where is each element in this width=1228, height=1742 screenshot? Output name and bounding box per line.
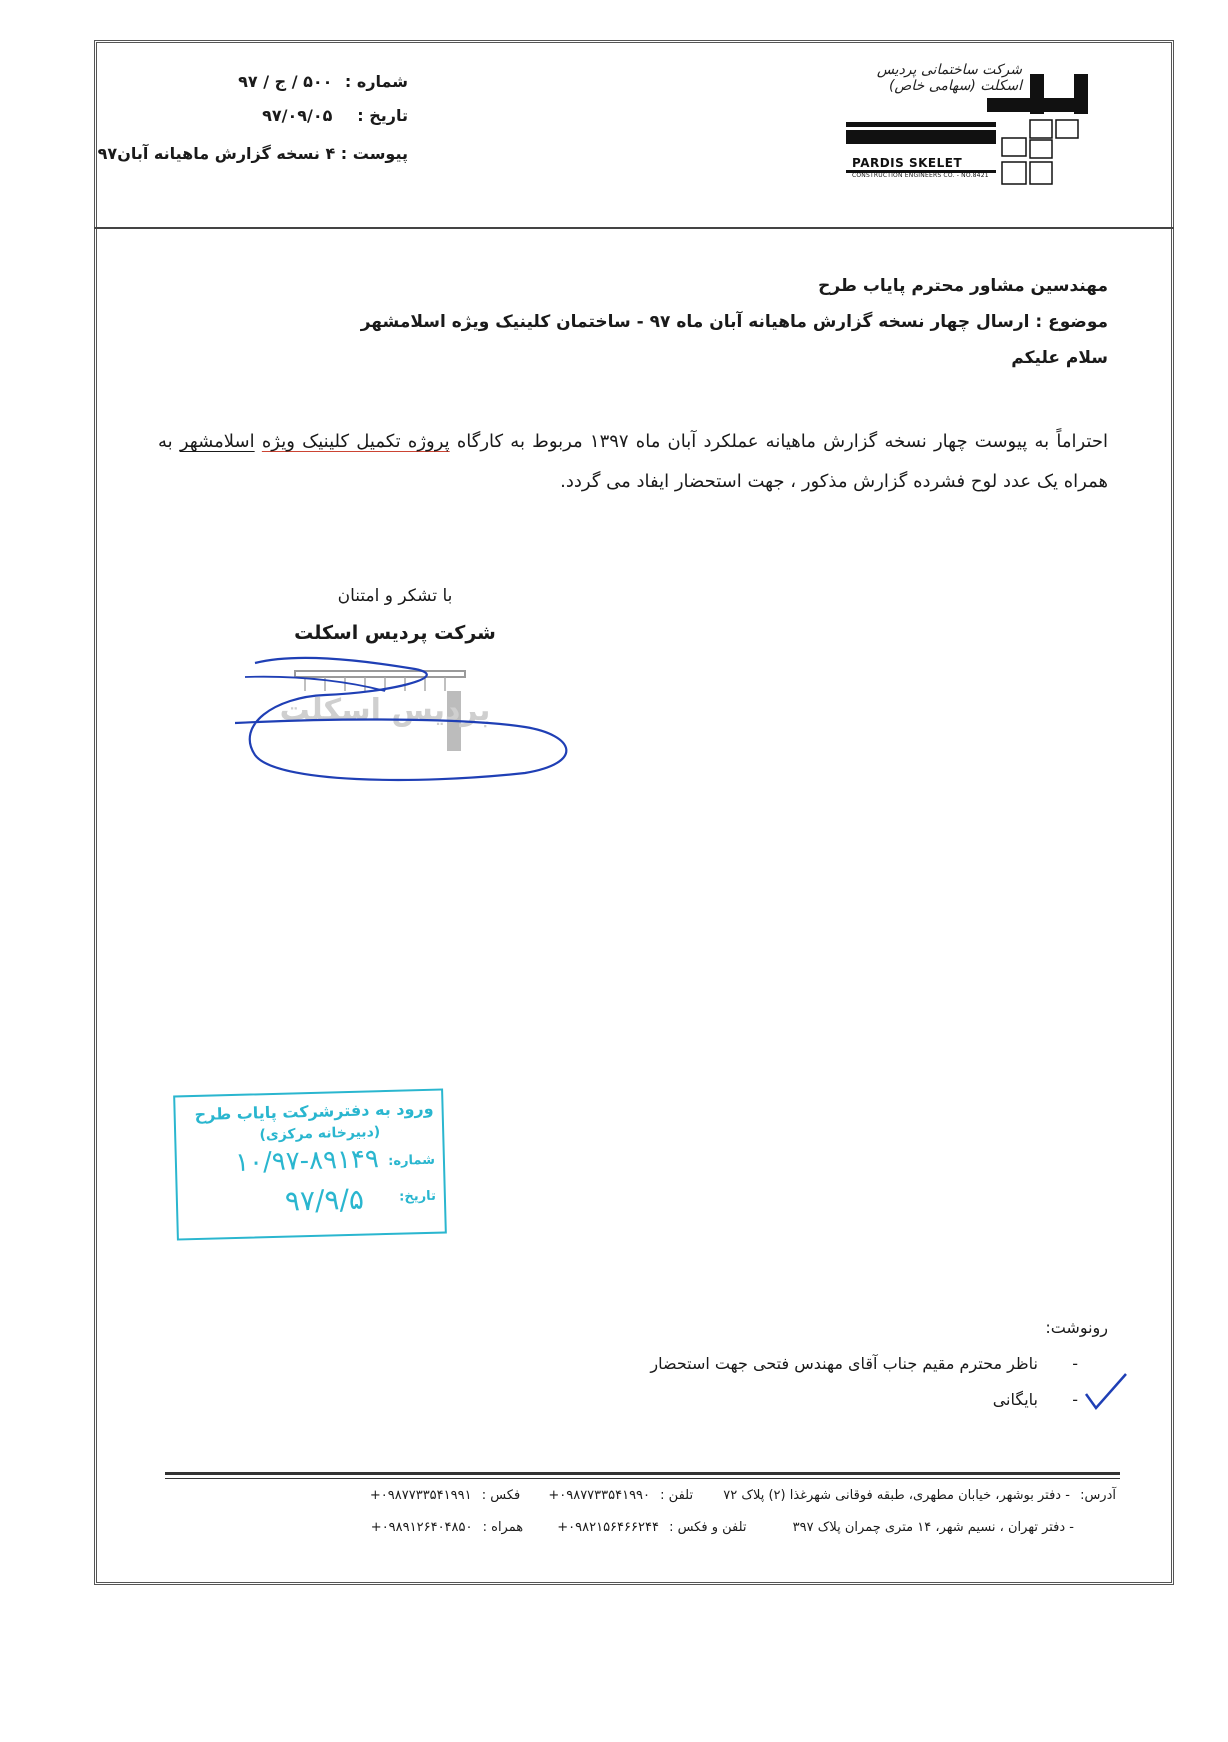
letter-recipient: مهندسین مشاور محترم پایاب طرح (818, 276, 1108, 296)
seal-text: پردیس اسکلت (279, 693, 491, 728)
signature-closing: با تشکر و امتنان (337, 586, 453, 606)
footer-tehran-phone-label: تلفن و فکس : (669, 1520, 747, 1535)
footer-divider (165, 1472, 1120, 1475)
checkmark-icon (1084, 1372, 1128, 1416)
cc-item-bullet-1: - (1072, 1354, 1078, 1373)
letter-date-value: ۹۷/۰۹/۰۵ (262, 106, 333, 125)
footer-bushehr-address: - دفتر بوشهر، خیابان مطهری، طبقه فوقانی شهرغذا (۲) پلاک ۷۲ (723, 1488, 1070, 1503)
cc-item-bullet-2: - (1072, 1390, 1078, 1409)
footer-line-tehran (371, 1520, 1116, 1535)
letter-date-label: تاریخ : (357, 106, 408, 125)
letter-attachment-label: پیوست : (340, 144, 408, 163)
letter-number (238, 72, 408, 91)
footer-tehran-phone: ۰۹۸۲۱۵۶۴۶۶۲۴۴+ (557, 1520, 659, 1535)
letter-body-project: پروژه تکمیل کلینیک ویژه (261, 431, 450, 452)
company-sub-en: CONSTRUCTION ENGINEERS CO. - NO.8421 (852, 172, 989, 179)
seal-and-signature-icon (235, 655, 615, 795)
footer-tehran-mobile: ۰۹۸۹۱۲۶۴۰۴۸۵۰+ (370, 1520, 473, 1535)
stamp-date-label: تاریخ: (398, 1188, 437, 1205)
footer-bushehr-phone-label: تلفن : (660, 1488, 694, 1503)
letter-number-label: شماره : (344, 72, 408, 91)
letter-body-city: اسلامشهر (179, 431, 255, 452)
letter-attachment (98, 144, 408, 163)
cc-item-1: ناظر محترم مقیم جناب آقای مهندس فتحی جهت استحضار (650, 1354, 1038, 1373)
footer-divider-thin (165, 1478, 1120, 1479)
stamp-number-value: ۱۰/۹۷-۸۹۱۴۹ (234, 1144, 380, 1178)
footer-line-bushehr (370, 1488, 1116, 1503)
stamp-subtitle: (دبیرخانه مرکزی) (259, 1124, 381, 1144)
stamp-title: ورود به دفترشرکت پایاب طرح (194, 1098, 434, 1125)
letter-body-space (255, 431, 262, 452)
footer-bushehr-fax-label: فکس : (481, 1488, 521, 1503)
stamp-number-label: شماره: (388, 1152, 436, 1169)
footer-bushehr-fax: ۰۹۸۷۷۳۳۵۴۱۹۹۱+ (369, 1488, 472, 1503)
signature-company: شرکت پردیس اسکلت (294, 622, 496, 644)
receipt-stamp (173, 1088, 447, 1240)
letter-date (262, 106, 408, 125)
letter-attachment-value: ۴ نسخه گزارش ماهیانه آبان۹۷ (97, 144, 336, 163)
company-tagline: شرکت ساختمانی پردیس اسکلت (سهامی خاص) (876, 62, 1022, 94)
header-divider (94, 227, 1174, 229)
letter-greeting: سلام علیکم (1011, 348, 1108, 368)
stamp-date-value: ۹۷/۹/۵ (284, 1182, 365, 1218)
letter-body-part3: به همراه یک عدد لوح فشرده گزارش مذکور ، جهت استحضار ایفاد می گردد. (158, 431, 1108, 492)
footer-address-label: آدرس: (1080, 1488, 1116, 1503)
letter-subject: موضوع : ارسال چهار نسخه گزارش ماهیانه آبان ماه ۹۷ - ساختمان کلینیک ویژه اسلامشهر (360, 312, 1108, 332)
company-seal (235, 655, 615, 795)
company-name-en: PARDIS SKELET (852, 156, 963, 170)
footer-tehran-address: - دفتر تهران ، نسیم شهر، ۱۴ متری چمران پلاک ۳۹۷ (792, 1520, 1074, 1535)
cc-item-2: بایگانی (992, 1390, 1038, 1409)
letter-body-part1: احتراماً به پیوست چهار نسخه گزارش ماهیانه عملکرد آبان ماه ۱۳۹۷ مربوط به کارگاه (449, 431, 1108, 452)
footer-tehran-mobile-label: همراه : (482, 1520, 524, 1535)
letter-body (158, 422, 1108, 502)
footer-bushehr-phone: ۰۹۸۷۷۳۳۵۴۱۹۹۰+ (548, 1488, 651, 1503)
letter-number-value: ۵۰۰ / ج / ۹۷ (238, 72, 333, 91)
cc-title: رونوشت: (1045, 1318, 1108, 1337)
